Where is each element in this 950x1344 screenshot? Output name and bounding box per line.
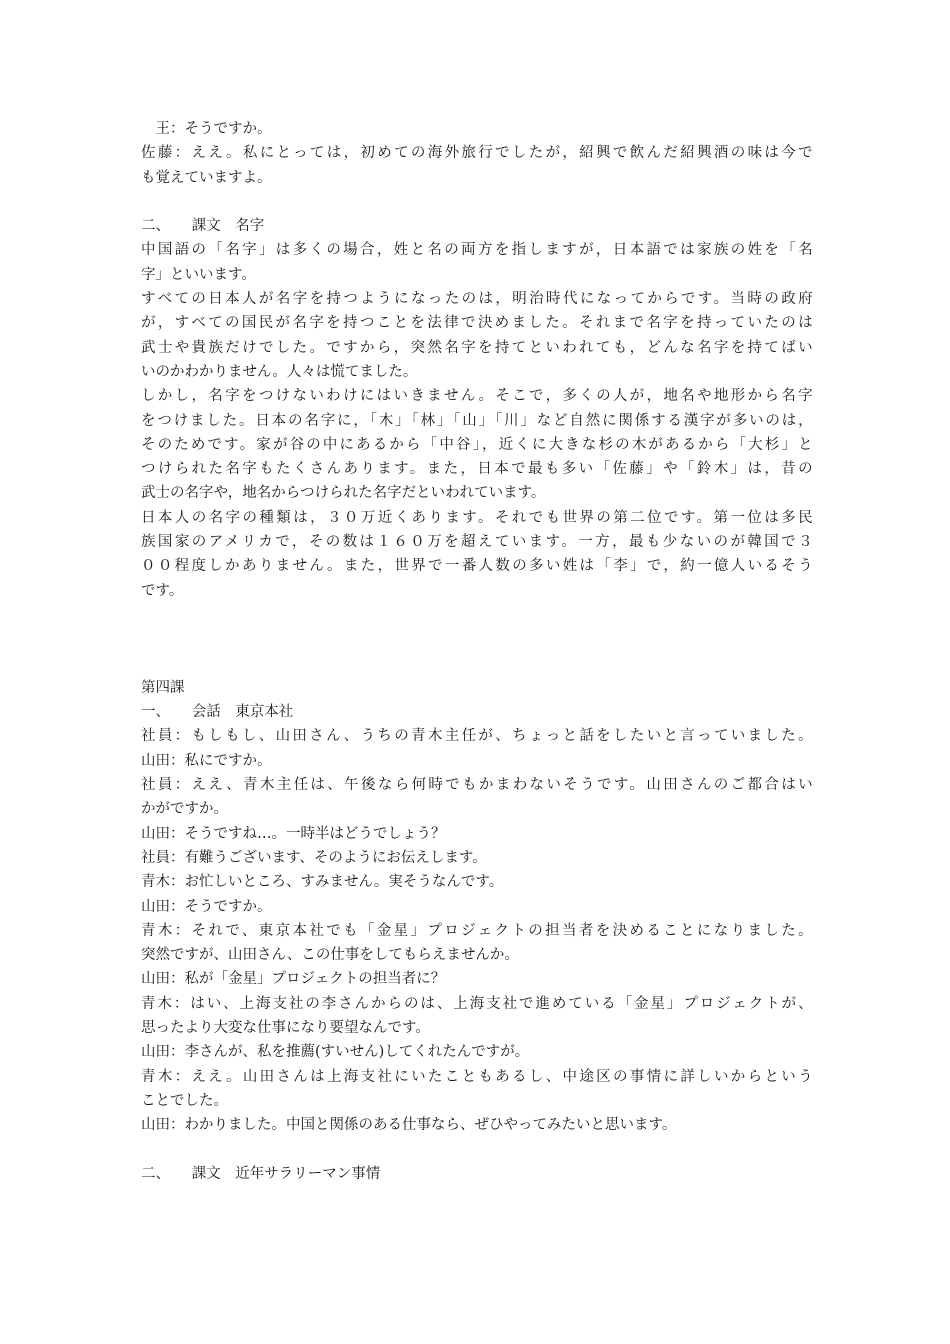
paragraph-line: 武士の名字や，地名からつけられた名字だといわれています。 (141, 485, 546, 502)
document-page (141, 117, 813, 1186)
paragraph-line: すべての日本人が名字を持つようになったのは，明治時代になってからです。当時の政府 (141, 291, 813, 308)
dialogue-line: 山田：そうですね…。一時半はどうでしょう？ (141, 825, 446, 842)
paragraph-line: が，すべての国民が名字を持つことを法律で決めました。それまで名字を持っていたのは (141, 315, 813, 332)
paragraph-line: です。 (141, 582, 184, 599)
dialogue-line: 社員：もしもし、山田さん、うちの青木主任が、ちょっと話をしたいと言っていました。 (141, 728, 813, 745)
dialogue-line: 山田：私が「金星」プロジェクトの担当者に？ (141, 971, 446, 988)
dialogue-heading: 一、 会話 東京本社 (141, 704, 294, 721)
dialogue-line: 山田：私にですか。 (141, 752, 272, 769)
dialogue-line: 山田：わかりました。中国と関係のある仕事なら、ぜひやってみたいと思います。 (141, 1117, 677, 1134)
paragraph-line: 中国語の「名字」は多くの場合，姓と名の両方を指しますが，日本語では家族の姓を「名 (141, 242, 813, 259)
paragraph-line: そのためです。家が谷の中にあるから「中谷」，近くに大きな杉の木があるから「大杉」と (141, 436, 813, 453)
paragraph-line: 族国家のアメリカで，その数は１６０万を超えています。一方，最も少ないのが韓国で３ (141, 534, 813, 551)
dialogue-line: 青木：お忙しいところ、すみません。実そうなんです。 (141, 874, 504, 891)
lesson-title: 第四課 (141, 679, 185, 696)
paragraph-line: 武士や貴族だけでした。ですから，突然名字を持てといわれても，どんな名字を持てばい (141, 339, 813, 356)
dialogue-line: 思ったより大変な仕事になり要望なんです。 (141, 1019, 430, 1036)
dialogue-line: も覚えていますよ。 (141, 169, 272, 186)
spacer (141, 603, 813, 676)
paragraph-line: ００程度しかありません。また，世界で一番人数の多い姓は「李」で，約一億人いるそう (141, 558, 813, 575)
dialogue-line: 青木：はい、上海支社の李さんからのは、上海支社で進めている「金星」プロジェクトが、 (141, 995, 813, 1012)
spacer (141, 1137, 813, 1161)
prev-dialogue-block (141, 117, 813, 190)
paragraph-line: 字」といいます。 (141, 266, 256, 283)
paragraph-line: いのかわかりません。人々は慌てました。 (141, 363, 418, 380)
paragraph-line: つけられた名字もたくさんあります。また，日本で最も多い「佐藤」や「鈴木」は，昔の (141, 461, 813, 478)
lesson-text-heading: 二、 課文 近年サラリーマン事情 (141, 1165, 381, 1182)
dialogue-line: 青木：それで、東京本社でも「金星」プロジェクトの担当者を決めることになりました。 (141, 922, 813, 939)
lesson-text-heading: 二、 課文 名字 (141, 218, 265, 235)
dialogue-line: 突然ですが、山田さん、この仕事をしてもらえませんか。 (141, 947, 519, 964)
lesson-text-body (141, 238, 813, 602)
dialogue-line: 佐藤：ええ。私にとっては，初めての海外旅行でしたが，紹興で飲んだ紹興酒の味は今で (141, 145, 813, 162)
paragraph-line: をつけました。日本の名字に，「木」「林」「山」「川」など自然に関係する漢字が多いのは， (141, 412, 813, 429)
dialogue-line: 山田：そうですか。 (141, 898, 272, 915)
dialogue-line: 社員：有難うございます、そのようにお伝えします。 (141, 849, 487, 866)
paragraph-line: 日本人の名字の種類は，３０万近くあります。それでも世界の第二位です。第一位は多民 (141, 509, 813, 526)
paragraph-line: しかし，名字をつけないわけにはいきません。そこで，多くの人が，地名や地形から名字 (141, 388, 813, 405)
lesson4-dialogue-block (141, 724, 813, 1137)
dialogue-line: ことでした。 (141, 1092, 228, 1109)
dialogue-line: 社員：ええ、青木主任は、午後なら何時でもかまわないそうです。山田さんのご都合はい (141, 777, 813, 794)
dialogue-line: 王：そうですか。 (141, 121, 272, 137)
dialogue-line: 山田：李さんが、私を推薦(すいせん)してくれたんですが。 (141, 1044, 530, 1061)
dialogue-line: 青木：ええ。山田さんは上海支社にいたこともあるし、中途区の事情に詳しいからという (141, 1068, 813, 1085)
dialogue-line: かがですか。 (141, 801, 228, 818)
spacer (141, 190, 813, 214)
